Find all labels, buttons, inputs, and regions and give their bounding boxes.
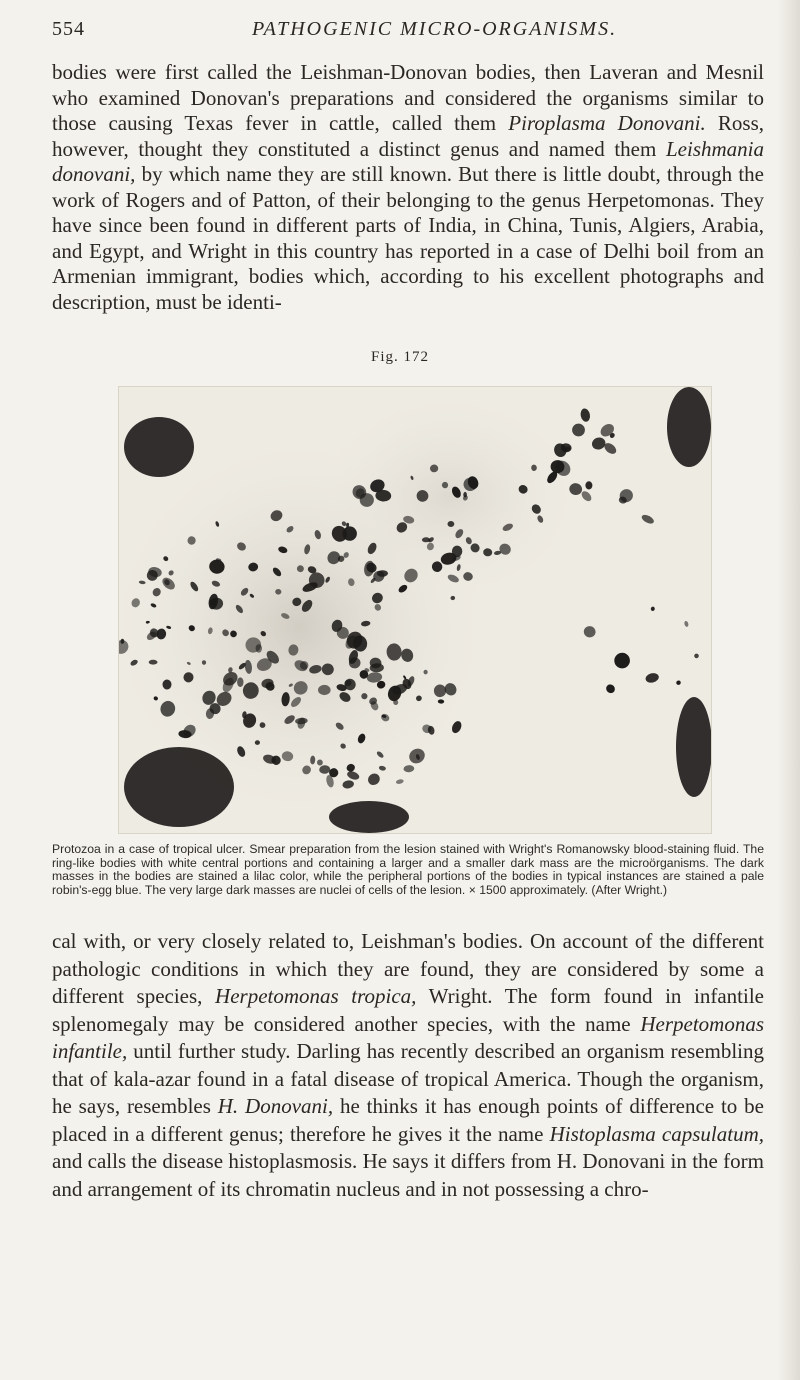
body-text: and calls the disease histoplasmosis. He says it differs from H. Donovani in the form and arrangement of its chromatin nucleus and in not possessing a chro- [52,1149,764,1201]
body-paragraph-top [52,60,764,315]
species-name: Piroplasma Donovani. [508,111,706,135]
cell-nucleus [124,417,194,477]
body-text: Wright. The form found in infantile splenomegaly may be considered another species, with the name [52,984,764,1036]
body-text: cal with, or very closely related to, Leishman's bodies. On account of the different pathologic conditions in which they are found, they are considered by some a different species, [52,929,764,1008]
cell-nucleus [667,387,711,467]
cell-nucleus [676,697,711,797]
body-text: Ross, however, thought they constituted a distinct genus and named them [52,111,764,161]
cell-nucleus [329,801,409,833]
micrograph-image [119,387,711,833]
page-number: 554 [52,18,85,40]
body-text: he thinks it has enough points of difference to be placed in a different genus; therefore he gives it the name [52,1094,764,1146]
body-paragraph-bottom [52,928,764,1203]
micrograph-figure [118,386,712,834]
species-name: H. Donovani, [217,1094,334,1118]
figure-caption: Protozoa in a case of tropical ulcer. Smear preparation from the lesion stained with Wright's Romanowsky blood-staining fluid. The ring-like bodies with white central portions and containing a larger and a smaller dark mass are the microörganisms. The dark masses in the bodies are stained a lilac color, while the peripheral portions of the bodies in typical instances are stained a pale robin's-egg blue. The very large dark masses are nuclei of cells of the lesion. × 1500 approximately. (After Wright.) [52,842,764,897]
body-text: until further study. Darling has recently described an organism resembling that of kala-azar found in a fatal disease of tropical America. Though the organism, he says, resembles [52,1039,764,1118]
body-text: bodies were first called the Leishman-Donovan bodies, then Laveran and Mesnil who examined Donovan's preparations and considered the organisms similar to those causing Texas fever in cattle, called them [52,60,764,135]
species-name: Leishmania donovani, [52,136,764,186]
stained-body [149,660,158,665]
species-name: Herpetomonas infantile, [52,1011,764,1063]
page-header [52,18,752,48]
page-edge-shadow [778,0,800,1380]
cell-nucleus [124,747,234,827]
species-name: Histoplasma capsulatum, [549,1121,764,1146]
running-head: PATHOGENIC MICRO-ORGANISMS. [252,18,618,40]
stained-body [237,677,243,687]
stained-body [585,481,592,489]
figure-label: Fig. 172 [370,349,429,365]
stained-body [448,521,455,527]
body-text: by which name they are still known. But there is little doubt, through the work of Rogers and of Patton, of their belonging to the genus Herpetomonas. They have since been found in different parts of India, in China, Tunis, Algiers, Arabia, and Egypt, and Wright in this country has reported in a case of Delhi boil from an Armenian immigrant, bodies which, according to his excellent photographs and description, must be identi- [52,162,764,314]
species-name: Herpetomonas tropica, [215,984,417,1008]
